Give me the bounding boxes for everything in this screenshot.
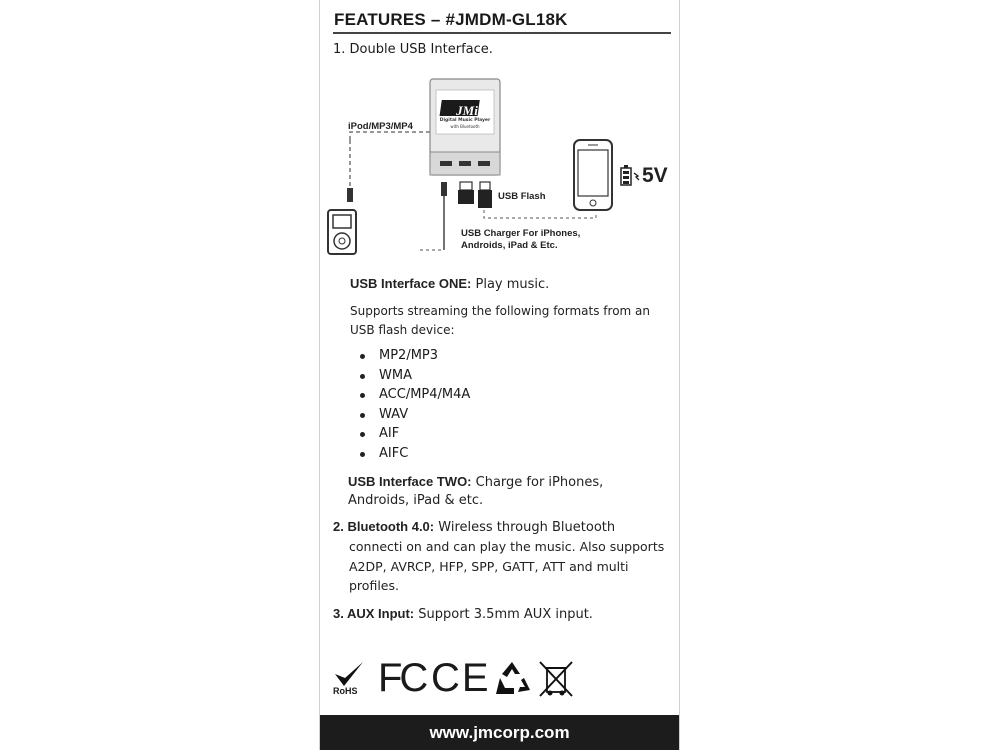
usb-one-line: [350, 274, 549, 294]
usb-flash-icon: [458, 182, 492, 208]
aux-cable-line: [350, 132, 430, 140]
format-item: WAV: [357, 405, 470, 425]
supports-line-1: Supports streaming the following formats from an: [350, 304, 650, 318]
title-divider: [333, 32, 671, 34]
ipod-icon: [328, 210, 356, 254]
aux-jack-plug: [347, 188, 353, 202]
charger-label-line1: USB Charger For iPhones,: [461, 228, 581, 239]
device-logo: JMi: [456, 103, 478, 118]
format-item: WMA: [357, 366, 470, 386]
usb-two-label: USB Interface TWO:: [348, 474, 472, 489]
rohs-label: RoHS: [333, 686, 358, 696]
usb-two-line-1: [348, 472, 603, 492]
feature-1-heading: 1. Double USB Interface.: [333, 42, 493, 57]
bluetooth-line-1: [333, 517, 615, 537]
usb-one-text: Play music.: [471, 277, 550, 292]
weee-bin-icon: [538, 660, 574, 702]
usb-two-text: Charge for iPhones,: [471, 475, 604, 490]
bluetooth-text: Wireless through Bluetooth: [434, 520, 616, 535]
charger-label-line2: Androids, iPad & Etc.: [461, 240, 558, 251]
fcc-icon: FC: [378, 656, 426, 700]
format-item: AIF: [357, 424, 470, 444]
format-item: MP2/MP3: [357, 346, 470, 366]
footer-url: www.jmcorp.com: [320, 715, 679, 750]
battery-icon: [621, 165, 639, 185]
bluetooth-line-3: A2DP, AVRCP, HFP, SPP, GATT, ATT and multi: [349, 559, 629, 574]
device-caption: Digital Music Player: [439, 118, 491, 123]
usb-two-line-2: Androids, iPad & etc.: [348, 493, 484, 508]
aux-label: 3. AUX Input:: [333, 606, 415, 621]
device-caption-2: with Bluetooth: [450, 124, 480, 129]
page-title: FEATURES – #JMDM-GL18K: [334, 10, 568, 29]
aux-line: [333, 604, 593, 624]
bluetooth-line-2: connecti on and can play the music. Also supports: [349, 539, 665, 554]
usb-flash-label: USB Flash: [498, 191, 546, 202]
ipod-label: iPod/MP3/MP4: [348, 121, 413, 132]
format-item: AIFC: [357, 444, 470, 464]
aux-text: Support 3.5mm AUX input.: [414, 607, 593, 622]
smartphone-icon: [574, 140, 612, 210]
bluetooth-label: 2. Bluetooth 4.0:: [333, 519, 435, 534]
connection-diagram: [320, 70, 678, 262]
ce-mark-icon: CE: [431, 656, 491, 700]
formats-list: [357, 346, 470, 464]
voltage-label: 5V: [642, 164, 668, 187]
charger-cable-line: [484, 210, 596, 218]
rohs-check-icon: [333, 660, 367, 704]
usb-one-label: USB Interface ONE:: [350, 276, 472, 291]
supports-line-2: USB flash device:: [350, 323, 455, 337]
format-item: ACC/MP4/M4A: [357, 385, 470, 405]
bluetooth-line-4: profiles.: [349, 578, 399, 593]
recycle-icon: [492, 660, 532, 700]
